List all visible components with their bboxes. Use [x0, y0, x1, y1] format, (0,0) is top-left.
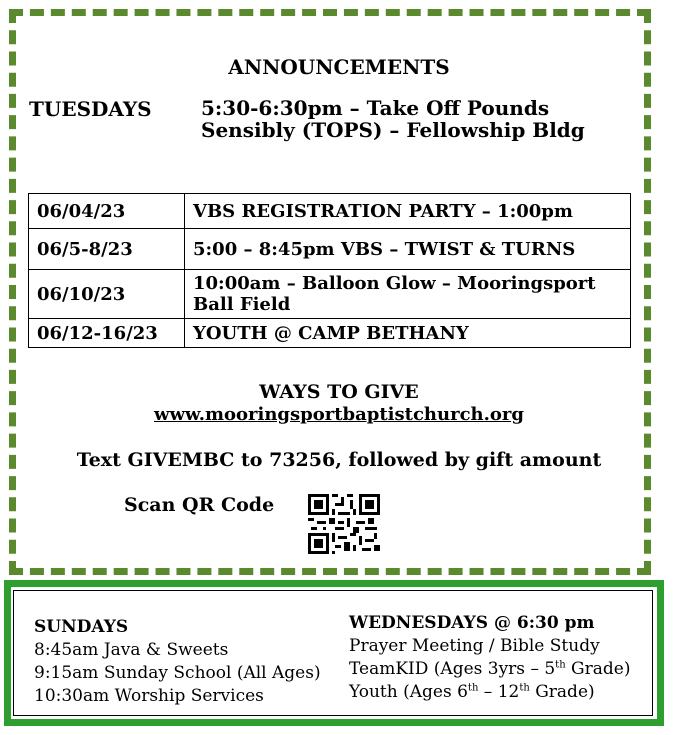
- event-desc: VBS REGISTRATION PARTY – 1:00pm: [185, 194, 631, 229]
- events-table: [28, 193, 631, 348]
- teamkid-text: TeamKID (Ages 3yrs – 5: [349, 659, 556, 679]
- wednesdays-schedule: [349, 612, 630, 704]
- youth-text: Youth (Ages 6: [349, 682, 468, 702]
- youth-text-end: Grade): [529, 682, 595, 702]
- announcements-title: ANNOUNCEMENTS: [228, 55, 450, 79]
- table-row: [29, 319, 631, 348]
- scan-qr-label: Scan QR Code: [124, 494, 275, 516]
- ordinal-suffix: th: [555, 659, 566, 671]
- event-date: 06/12-16/23: [29, 319, 185, 348]
- text-to-give-instruction: Text GIVEMBC to 73256, followed by gift amount: [76, 449, 602, 471]
- event-desc: YOUTH @ CAMP BETHANY: [185, 319, 631, 348]
- table-row: [29, 270, 631, 319]
- wednesday-item: [349, 681, 630, 704]
- sunday-item: 9:15am Sunday School (All Ages): [34, 663, 321, 683]
- qr-code-icon[interactable]: [308, 494, 380, 554]
- event-date: 06/10/23: [29, 270, 185, 319]
- church-website-link[interactable]: www.mooringsportbaptistchurch.org: [154, 404, 524, 425]
- ordinal-suffix: th: [467, 682, 479, 694]
- sunday-item: 8:45am Java & Sweets: [34, 640, 229, 660]
- youth-text-mid: – 12: [478, 682, 520, 702]
- sunday-item: 10:30am Worship Services: [34, 686, 264, 706]
- table-row: [29, 229, 631, 270]
- event-date: 06/04/23: [29, 194, 185, 229]
- ordinal-suffix: th: [519, 682, 530, 694]
- tuesdays-label: TUESDAYS: [29, 97, 152, 121]
- wednesday-item: Prayer Meeting / Bible Study: [349, 636, 600, 656]
- wednesday-item: [349, 658, 630, 681]
- table-row: [29, 194, 631, 229]
- teamkid-text-end: Grade): [565, 659, 631, 679]
- event-desc: 10:00am – Balloon Glow – Mooringsport Ball Field: [185, 270, 631, 319]
- sundays-heading: SUNDAYS: [34, 617, 129, 637]
- sundays-schedule: [34, 616, 321, 708]
- tuesdays-text: 5:30-6:30pm – Take Off Pounds Sensibly (TOPS) – Fellowship Bldg: [201, 96, 585, 142]
- wednesdays-heading: WEDNESDAYS @ 6:30 pm: [349, 613, 595, 633]
- ways-to-give-title: WAYS TO GIVE: [259, 381, 419, 403]
- event-desc: 5:00 – 8:45pm VBS – TWIST & TURNS: [185, 229, 631, 270]
- event-date: 06/5-8/23: [29, 229, 185, 270]
